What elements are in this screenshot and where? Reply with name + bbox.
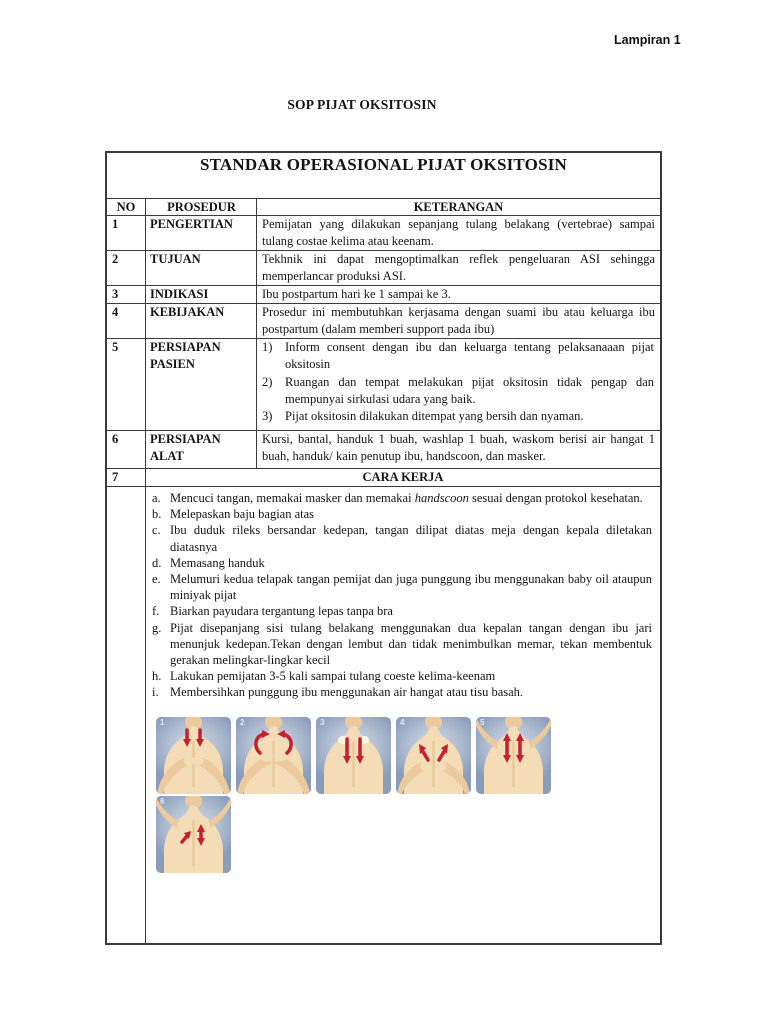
step-letter: b. bbox=[152, 507, 162, 522]
step-text-part: sesuai dengan protokol kesehatan. bbox=[468, 491, 643, 505]
fist-right bbox=[436, 760, 447, 771]
step-item bbox=[148, 490, 654, 506]
panel-number: 3 bbox=[320, 717, 325, 727]
step-text: Membersihkan punggung ibu menggunakan air hangat atau tisu basah. bbox=[170, 685, 524, 700]
row-label: TUJUAN bbox=[146, 251, 257, 285]
row-label: PENGERTIAN bbox=[146, 216, 257, 250]
massage-illustration bbox=[476, 717, 551, 794]
numbered-item bbox=[262, 339, 655, 374]
table-row bbox=[107, 338, 660, 430]
massage-step-panel-5 bbox=[476, 717, 551, 794]
panel-number: 1 bbox=[160, 717, 165, 727]
table-row bbox=[107, 250, 660, 285]
figures-row-1 bbox=[156, 717, 654, 794]
step-text: Biarkan payudara tergantung lepas tanpa bra bbox=[170, 604, 393, 619]
panel-number: 4 bbox=[400, 717, 405, 727]
massage-figures bbox=[156, 717, 654, 873]
row-number: 2 bbox=[107, 251, 146, 285]
table-title: STANDAR OPERASIONAL PIJAT OKSITOSIN bbox=[199, 155, 568, 174]
table-header-row bbox=[107, 198, 660, 215]
row-text: Ibu postpartum hari ke 1 sampai ke 3. bbox=[262, 287, 451, 301]
step-letter: d. bbox=[152, 555, 162, 570]
massage-step-panel-4 bbox=[396, 717, 471, 794]
hand-right bbox=[274, 752, 286, 762]
numbered-item bbox=[262, 374, 655, 409]
step-item bbox=[148, 668, 654, 684]
massage-step-panel-1 bbox=[156, 717, 231, 794]
hand-left bbox=[177, 820, 189, 830]
step-item bbox=[148, 506, 654, 522]
table-row bbox=[107, 468, 660, 486]
hand-right bbox=[193, 756, 204, 765]
row-text: Prosedur ini membutuhkan kerjasama dengan suami ibu atau keluarga ibu postpartum (dalam memberi support pada ibu) bbox=[262, 305, 655, 337]
massage-step-panel-3 bbox=[316, 717, 391, 794]
step-letter: i. bbox=[152, 685, 159, 700]
item-text: Pijat oksitosin dilakukan ditempat yang bersih dan nyaman. bbox=[285, 409, 584, 424]
row-number: 4 bbox=[107, 304, 146, 338]
step-text-italic: handscoon bbox=[414, 491, 469, 505]
table-row bbox=[107, 215, 660, 250]
step-item bbox=[148, 522, 654, 554]
step-letter: e. bbox=[152, 572, 161, 587]
fist-left bbox=[421, 760, 432, 771]
item-text: Inform consent dengan ibu dan keluarga tentang pelaksanaaan pijat oksitosin bbox=[285, 340, 654, 372]
step-text: Melumuri kedua telapak tangan pemijat dan juga punggung ibu menggunakan baby oil ataupun miniyak pijat bbox=[170, 572, 652, 603]
table-row bbox=[107, 285, 660, 303]
step-item bbox=[148, 603, 654, 619]
row-text: Pemijatan yang dilakukan sepanjang tulang belakang (vertebrae) sampai tulang costae kelima atau keenam. bbox=[262, 217, 655, 249]
row-number: 6 bbox=[107, 431, 146, 468]
step-item bbox=[148, 555, 654, 571]
massage-illustration bbox=[156, 796, 231, 873]
panel-number: 5 bbox=[480, 717, 485, 727]
numbered-item bbox=[262, 408, 655, 425]
table-title-row bbox=[107, 153, 660, 198]
step-letter: g. bbox=[152, 620, 162, 635]
step-text bbox=[170, 490, 654, 506]
massage-illustration bbox=[156, 717, 231, 794]
sop-table bbox=[105, 151, 662, 945]
cara-kerja-content bbox=[146, 487, 660, 943]
step-letter: c. bbox=[152, 523, 161, 538]
row-label: PERSIAPAN ALAT bbox=[146, 431, 257, 468]
item-number: 1) bbox=[262, 340, 273, 354]
cara-kerja-body-row bbox=[107, 486, 660, 943]
item-number: 2) bbox=[262, 374, 273, 389]
header-no: NO bbox=[107, 199, 146, 215]
step-item bbox=[148, 684, 654, 700]
step-text: Ibu duduk rileks bersandar kedepan, tangan dilipat diatas meja dengan kepala diletakan diatasnya bbox=[170, 523, 652, 554]
header-keterangan: KETERANGAN bbox=[413, 200, 504, 214]
panel-number: 2 bbox=[240, 717, 245, 727]
step-text: Lakukan pemijatan 3-5 kali sampai tulang coeste kelima-keenam bbox=[170, 669, 496, 684]
step-letter: h. bbox=[152, 669, 162, 684]
attachment-label: Lampiran 1 bbox=[614, 33, 681, 47]
massage-illustration bbox=[316, 717, 391, 794]
step-text: Memasang handuk bbox=[170, 555, 265, 570]
row-number: 3 bbox=[107, 286, 146, 303]
hand-left bbox=[261, 752, 273, 762]
row-number: 7 bbox=[107, 469, 146, 486]
row-label: INDIKASI bbox=[146, 286, 257, 303]
row-label: PERSIAPAN PASIEN bbox=[146, 339, 257, 430]
step-text: Pijat disepanjang sisi tulang belakang menggunakan dua kepalan tangan dengan ibu jari menunjuk kedepan.Tekan dengan lembut dan tidak menimbulkan memar, tekan membentuk gerakan melingkar-lingkar kecil bbox=[170, 620, 652, 668]
panel-number: 6 bbox=[160, 796, 165, 806]
massage-step-panel-6 bbox=[156, 796, 231, 873]
row-label: KEBIJAKAN bbox=[146, 304, 257, 338]
step-letter: a. bbox=[152, 491, 161, 505]
item-number: 3) bbox=[262, 409, 273, 424]
massage-step-panel-2 bbox=[236, 717, 311, 794]
massage-illustration bbox=[396, 717, 471, 794]
step-text: Melepaskan baju bagian atas bbox=[170, 507, 315, 522]
figures-row-2 bbox=[156, 796, 654, 873]
step-text-part: Mencuci tangan, memakai masker dan memakai bbox=[170, 491, 415, 505]
step-item bbox=[148, 620, 654, 669]
document-title: SOP PIJAT OKSITOSIN bbox=[287, 97, 437, 112]
step-letter: f. bbox=[152, 604, 160, 619]
massage-illustration bbox=[236, 717, 311, 794]
empty-number-cell bbox=[107, 487, 146, 943]
section-header: CARA KERJA bbox=[362, 470, 444, 484]
item-text: Ruangan dan tempat melakukan pijat oksitosin tidak pengap dan mempunyai sirkulasi udara yang baik. bbox=[285, 374, 654, 406]
row-text: Kursi, bantal, handuk 1 buah, washlap 1 buah, waskom berisi air hangat 1 buah, handuk/ kain penutup ibu, handscoon, dan masker. bbox=[262, 432, 655, 464]
table-row bbox=[107, 303, 660, 338]
row-text bbox=[257, 339, 660, 430]
row-number: 1 bbox=[107, 216, 146, 250]
row-text: Tekhnik ini dapat mengoptimalkan reflek pengeluaran ASI sehingga memperlancar produksi ASI. bbox=[262, 252, 655, 284]
table-row bbox=[107, 430, 660, 468]
step-item bbox=[148, 571, 654, 603]
header-prosedur: PROSEDUR bbox=[146, 199, 257, 215]
row-number: 5 bbox=[107, 339, 146, 430]
